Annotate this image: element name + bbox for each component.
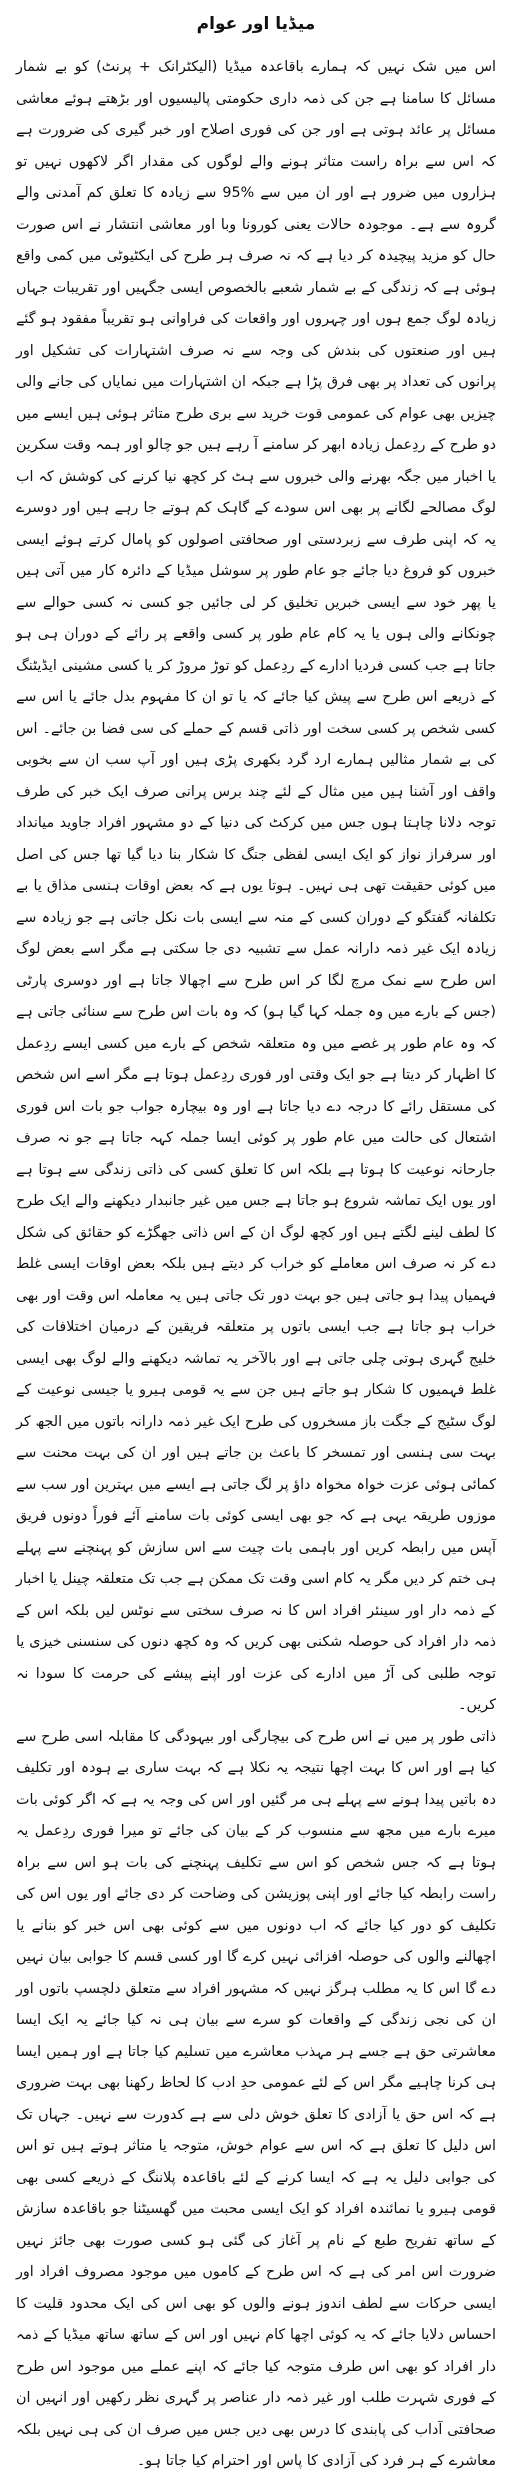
article-title: میڈیا اور عوام: [196, 14, 316, 34]
article-paragraph-1: اس میں شک نہیں کہ ہمارے باقاعدہ میڈیا (الیکٹرانک + پرنٹ) کو بے شمار مسائل کا سامنا ہے جن کی ذمہ داری حکومتی پالیسیوں اور بڑھتے ہوئے معاشی مسائل پر عائد ہوتی ہے اور جن کی فوری اصلاح اور خبر گیری کی ضرورت ہے کہ اس سے براہ راست متاثر ہونے والے لوگوں کی مقدار اگر لاکھوں نہیں تو ہزاروں میں ضرور ہے اور ان میں سے %95 سے زیادہ کا تعلق کم آمدنی والے گروہ سے ہے۔ موجودہ حالات یعنی کورونا وبا اور معاشی انتشار نے اس صورت حال کو مزید پیچیدہ کر دیا ہے کہ نہ صرف ہر طرح کی ایکٹیوٹی میں کمی واقع ہوئی ہے کہ زندگی کے بے شمار شعبے بالخصوص ایسی جگہیں اور تقریبات جہاں زیادہ لوگ جمع ہوں اور چہروں اور واقعات کی فراوانی ہو تقریباً مفقود ہو گئے ہیں اور صنعتوں کی بندش کی وجہ سے نہ صرف اشتہارات کی تشکیل اور پرانوں کی تعداد پر بھی فرق پڑا ہے جبکہ ان اشتہارات میں نمایاں کی جانے والی چیزیں بھی عوام کی عمومی قوت خرید سے بری طرح متاثر ہوئی ہیں ایسے میں دو طرح کے ردِعمل زیادہ ابھر کر سامنے آ رہے ہیں جو چالو اور ہمہ وقت سکرین یا اخبار میں جگہ بھرنے والی خبروں سے ہٹ کر کچھ نیا کرنے کی کوشش کہ اب لوگ مصالحے لگانے پر بھی اس سودے کے گاہک کم ہوتے جا رہے ہیں اور دوسرے یہ کہ اپنی طرف سے زبردستی اور صحافتی اصولوں کو پامال کرتے ہوئے ایسی خبروں کو فروغ دیا جائے جو عام طور پر سوشل میڈیا کے دائرہ کار میں آتی ہیں یا پھر خود سے ایسی خبریں تخلیق کر لی جائیں جو کسی نہ کسی حوالے سے چونکانے والی ہوں یا یہ کام عام طور پر کسی واقعے پر رائے کے دوران ہی ہو جاتا ہے جب کسی فردیا ادارے کے ردِعمل کو توڑ مروڑ کر یا کسی مشینی ایڈیٹنگ کے ذریعے اس طرح سے پیش کیا جائے کہ یا تو ان کا مفہوم بدل جائے یا اس سے کسی شخص پر کسی سخت اور ذاتی قسم کے حملے کی سی فضا بن جائے۔ اس کی بے شمار مثالیں ہمارے ارد گرد بکھری پڑی ہیں اور آپ سب ان سے بخوبی واقف اور آشنا ہیں میں مثال کے لئے چند برس پرانی صرف ایک خبر کی طرف توجہ دلانا چاہتا ہوں جس میں کرکٹ کی دنیا کے دو مشہور افراد جاوید میانداد اور سرفراز نواز کو ایک ایسی لفظی جنگ کا شکار بنا دیا گیا تھا جس کی اصل میں کوئی حقیقت تھی ہی نہیں۔ ہوتا یوں ہے کہ بعض اوقات ہنسی مذاق یا بے تکلفانہ گفتگو کے دوران کسی کے منہ سے ایسی بات نکل جاتی ہے جو زیادہ سے زیادہ ایک غیر ذمہ دارانہ عمل سے تشبیہ دی جا سکتی ہے مگر اسے بعض لوگ اس طرح سے نمک مرچ لگا کر اس طرح سے اچھالا جاتا ہے اور دوسری پارٹی (جس کے بارے میں وہ جملہ کہا گیا ہو) کہ وہ بات اس طرح سے سنائی جاتی ہے کہ وہ عام طور پر غصے میں وہ متعلقہ شخص کے بارے میں کسی ایسے ردِعمل کا اظہار کر دیتا ہے جو ایک وقتی اور فوری ردِعمل ہوتا ہے مگر اسے اس شخص کی مستقل رائے کا درجہ دے دیا جاتا ہے اور وہ بیچارہ جواب جو بات اس فوری اشتعال کی حالت میں عام طور پر کوئی ایسا جملہ کہہ جاتا ہے جو نہ صرف جارحانہ نوعیت کا ہوتا ہے بلکہ اس کا تعلق کسی کی ذاتی زندگی سے ہوتا ہے اور یوں ایک تماشہ شروع ہو جاتا ہے جس میں غیر جانبدار دیکھنے والے ایک طرح کا لطف لینے لگتے ہیں اور کچھ لوگ ان کے اس ذاتی جھگڑے کو حقائق کی شکل دے کر نہ صرف اس معاملے کو خراب کر دیتے ہیں بلکہ بعض اوقات ایسی غلط فہمیاں پیدا ہو جاتی ہیں جو بہت دور تک جاتی ہیں یہ معاملہ اس وقت اور بھی خراب ہو جاتا ہے جب ایسی باتوں پر متعلقہ فریقین کے درمیان اختلافات کی خلیج گہری ہوتی چلی جاتی ہے اور بالآخر یہ تماشہ دیکھنے والے لوگ بھی ایسی غلط فہمیوں کا شکار ہو جاتے ہیں جن سے یہ قومی ہیرو یا جیسی نوعیت کے لوگ سٹیج کے جگت باز مسخروں کی طرح ایک غیر ذمہ دارانہ باتوں میں الجھ کر بہت سی ہنسی اور تمسخر کا باعث بن جاتے ہیں اور ان کی بہت محنت سے کمائی ہوئی عزت خواہ مخواہ داؤ پر لگ جاتی ہے ایسے میں بہترین اور سب سے موزوں طریقہ یہی ہے کہ جو بھی ایسی کوئی بات سامنے آئے فوراً دونوں فریق آپس میں رابطہ کریں اور باہمی بات چیت سے اس سازش کو پہنچنے سے پہلے ہی ختم کر دیں مگر یہ کام اسی وقت تک ممکن ہے جب تک متعلقہ چینل یا اخبار کے ذمہ دار اور سینئر افراد اس کا نہ صرف سختی سے نوٹس لیں بلکہ اس کے ذمہ دار افراد کی حوصلہ شکنی بھی کریں کہ وہ کچھ دنوں کی سنسنی خیزی یا توجہ طلبی کی آڑ میں ادارے کی عزت اور اپنے پیشے کی حرمت کا سودا نہ کریں۔: [16, 59, 497, 1713]
article-paragraph-2: ذاتی طور پر میں نے اس طرح کی بیچارگی اور بیہودگی کا مقابلہ اسی طرح سے کیا ہے اور اس کا بہت اچھا نتیجہ یہ نکلا ہے کہ بہت ساری بے ہودہ اور تکلیف دہ باتیں پیدا ہونے سے پہلے ہی مر گئیں اور اس کی وجہ یہ ہے کہ اگر کوئی بات میرے بارے میں مجھ سے منسوب کر کے بیان کی جائے تو میرا فوری ردِعمل یہ ہوتا ہے کہ جس شخص کو اس سے تکلیف پہنچنے کی بات ہو اس سے براہ راست رابطہ کیا جائے اور اپنی پوزیشن کی وضاحت کر دی جائے اور یوں اس کی تکلیف کو دور کیا جائے کہ اب دونوں میں سے کوئی بھی اس خبر کو بنانے یا اچھالنے والوں کی حوصلہ افزائی نہیں کرے گا اور کسی قسم کا جوابی بیان نہیں دے گا اس کا یہ مطلب ہرگز نہیں کہ مشہور افراد سے متعلق دلچسپ باتوں اور ان کی نجی زندگی کے واقعات کو سرے سے بیان ہی نہ کیا جائے یہ ایک ایسا معاشرتی حق ہے جسے ہر مہذب معاشرے میں تسلیم کیا جاتا ہے اور ہمیں ایسا ہی کرنا چاہیے مگر اس کے لئے عمومی حدِ ادب کا لحاظ رکھنا بھی بہت ضروری ہے کہ اس حق یا آزادی کا تعلق خوش دلی سے ہے کدورت سے نہیں۔ جہاں تک اس دلیل کا تعلق ہے کہ اس سے عوام خوش، متوجہ یا متاثر ہوتے ہیں تو اس کی جوابی دلیل یہ ہے کہ ایسا کرنے کے لئے باقاعدہ پلاننگ کے ذریعے کسی بھی قومی ہیرو یا نمائندہ افراد کو ایک ایسی محبت میں گھسیٹنا جو باقاعدہ سازش کے ساتھ تفریح طبع کے نام پر آغاز کی گئی ہو کسی صورت بھی جائز نہیں ضرورت اس امر کی ہے کہ اس طرح کے کاموں میں موجود مصروف افراد اور ایسی حرکات سے لطف اندوز ہونے والوں کو بھی اس کی ایک محدود قلیت کا احساس دلایا جائے کہ یہ کوئی اچھا کام نہیں اور اس کے ساتھ ساتھ میڈیا کے ذمہ دار افراد کو بھی اس طرف متوجہ کیا جائے کہ اپنے عملے میں موجود اس طرح کے فوری شہرت طلب اور غیر ذمہ دار عناصر پر گہری نظر رکھیں اور انہیں ان صحافتی آداب کی پابندی کا درس بھی دیں جس میں صرف ان کی ہی نہیں بلکہ معاشرے کے ہر فرد کی آزادی کا پاس اور احترام کیا جاتا ہو۔: [16, 1728, 496, 2469]
